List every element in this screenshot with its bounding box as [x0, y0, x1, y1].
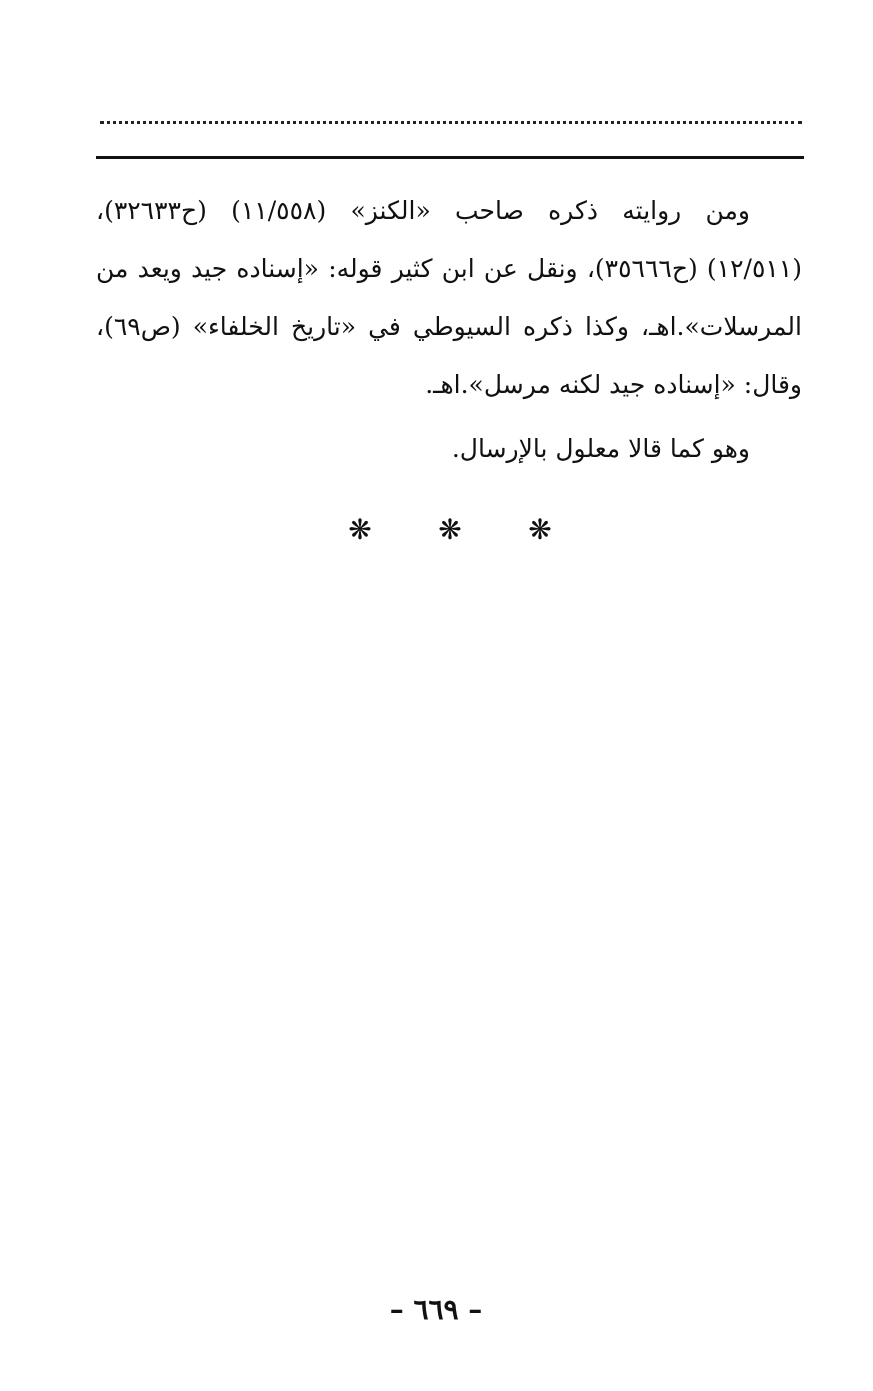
- footnote-dotted-divider: [100, 121, 802, 124]
- paragraph-narration: ومن روايته ذكره صاحب «الكنز» (١١/٥٥٨) (ح٣٢٦٣٣)، (١٢/٥١١) (ح٣٥٦٦٦)، ونقل عن ابن كثير قوله: «إسناده جيد ويعد من المرسلات».اهـ، وكذا ذكره السيوطي في «تاريخ الخلفاء» (ص٦٩)، وقال: «إسناده جيد لكنه مرسل».اهـ.: [96, 196, 802, 399]
- asterism-icon: ❋: [528, 513, 552, 546]
- asterism-icon: ❋: [348, 513, 372, 546]
- paragraph-conclusion: وهو كما قالا معلول بالإرسال.: [451, 434, 750, 463]
- body-text: [96, 182, 802, 478]
- asterism-icon: ❋: [438, 513, 462, 546]
- section-separator: [340, 510, 560, 550]
- page-number: – ٦٦٩ –: [389, 1293, 483, 1326]
- footnote-solid-divider: [96, 156, 804, 159]
